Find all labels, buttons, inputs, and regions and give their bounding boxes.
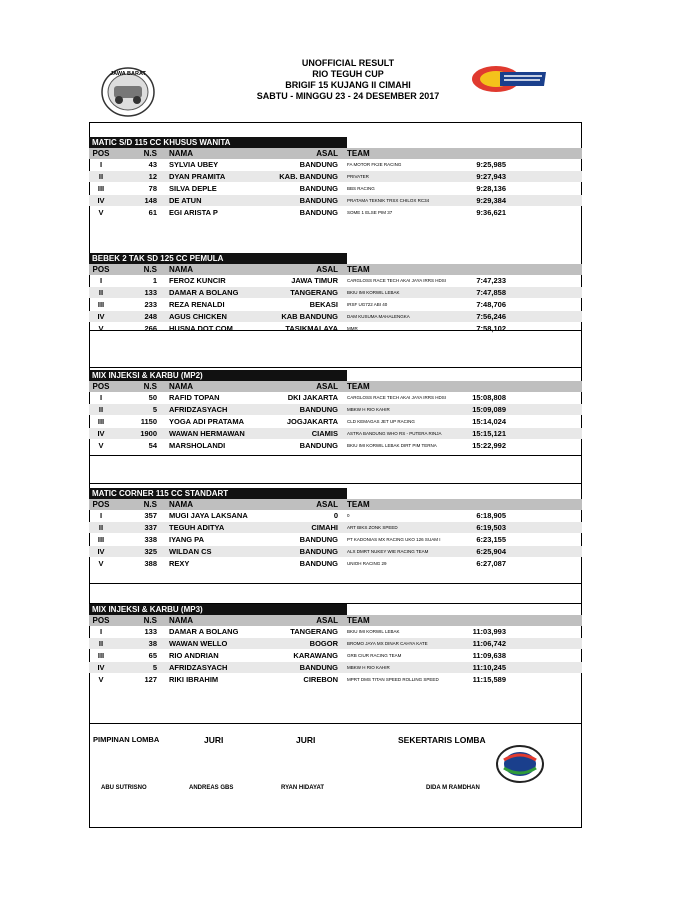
cell-pos: I [99, 393, 103, 402]
cell-asal: TANGERANG [290, 627, 338, 636]
cell-time: 9:36,621 [476, 208, 506, 217]
cell-team: SOME 1 ELSE PIM 37 [347, 210, 393, 215]
cell-pos: II [98, 523, 104, 532]
cell-asal: BANDUNG [299, 405, 338, 414]
cell-pos: I [99, 511, 103, 520]
cell-nama: RIKI IBRAHIM [169, 675, 219, 684]
cell-pos: III [97, 535, 105, 544]
cell-pos: II [98, 405, 104, 414]
cell-nama: WAWAN WELLO [169, 639, 228, 648]
divider [90, 367, 581, 368]
event-logo [470, 64, 548, 94]
col-asal: ASAL [316, 149, 338, 158]
cell-asal: JOGJAKARTA [286, 417, 338, 426]
cell-nama: WAWAN HERMAWAN [169, 429, 245, 438]
juri-name-1: ANDREAS GBS [189, 785, 234, 791]
table-row [89, 183, 582, 194]
cell-ns: 1150 [140, 417, 157, 426]
cell-team: BKIU IMI KORWIL LEBAK DIRT PIM TERNA [347, 443, 437, 448]
cell-time: 9:28,136 [476, 184, 506, 193]
table-row [89, 404, 582, 415]
cell-ns: 357 [144, 511, 157, 520]
cell-ns: 43 [148, 160, 157, 169]
cell-pos: V [98, 441, 104, 450]
cell-asal: CIMAHI [311, 523, 338, 532]
cell-asal: BANDUNG [299, 547, 338, 556]
cell-pos: I [99, 160, 103, 169]
cell-ns: 5 [152, 405, 157, 414]
cell-asal: BANDUNG [299, 535, 338, 544]
cell-time: 15:09,089 [472, 405, 506, 414]
cell-nama: TEGUH ADITYA [169, 523, 225, 532]
cell-nama: REXY [169, 559, 190, 568]
event-seal-logo [495, 744, 545, 784]
col-ns: N.S [143, 500, 157, 509]
cell-time: 9:25,985 [476, 160, 506, 169]
cell-time: 6:27,087 [476, 559, 506, 568]
column-header-row [89, 148, 582, 159]
cell-ns: 127 [144, 675, 157, 684]
cell-nama: AGUS CHICKEN [169, 312, 227, 321]
cell-time: 9:27,943 [476, 172, 506, 181]
cell-asal: BANDUNG [299, 184, 338, 193]
cell-nama: DE ATUN [169, 196, 202, 205]
cell-asal: BANDUNG [299, 559, 338, 568]
cell-team: IRSF UG722 ABI 40 [347, 302, 388, 307]
cell-ns: 133 [144, 627, 157, 636]
col-asal: ASAL [316, 265, 338, 274]
cell-time: 9:29,384 [476, 196, 506, 205]
cell-asal: KAB. BANDUNG [279, 172, 338, 181]
cell-nama: MARSHOLANDI [169, 441, 226, 450]
cell-nama: SYLVIA UBEY [169, 160, 219, 169]
cell-time: 15:08,808 [472, 393, 506, 402]
cell-asal: BANDUNG [299, 208, 338, 217]
table-row [89, 558, 582, 569]
cell-team: MMR [347, 326, 358, 331]
cell-team: MBKW H RIO KAHIR [347, 665, 390, 670]
cell-pos: IV [97, 196, 105, 205]
cell-pos: V [98, 559, 104, 568]
cell-ns: 388 [144, 559, 157, 568]
cell-pos: I [99, 627, 103, 636]
cell-ns: 12 [148, 172, 157, 181]
col-team: TEAM [347, 382, 370, 391]
cell-pos: I [99, 276, 103, 285]
cell-time: 15:14,024 [472, 417, 506, 426]
cell-nama: AFRIDZASYACH [169, 663, 228, 672]
table-row [89, 195, 582, 206]
cell-asal: TASIKMALAYA [285, 324, 338, 333]
cell-pos: V [98, 208, 104, 217]
cell-nama: HUSNA DOT COM [169, 324, 233, 333]
cell-time: 6:23,155 [476, 535, 506, 544]
cell-ns: 1900 [140, 429, 157, 438]
cell-asal: DKI JAKARTA [287, 393, 338, 402]
table-row [89, 299, 582, 310]
cell-nama: REZA RENALDI [169, 300, 225, 309]
cell-nama: IYANG PA [169, 535, 205, 544]
results-frame [89, 122, 582, 828]
pimpinan-label: PIMPINAN LOMBA [93, 735, 160, 744]
table-row [89, 638, 582, 649]
column-header-row [89, 615, 582, 626]
cell-ns: 338 [144, 535, 157, 544]
cell-time: 15:15,121 [472, 429, 506, 438]
table-row [89, 207, 582, 218]
col-ns: N.S [143, 382, 157, 391]
table-row [89, 546, 582, 557]
divider [90, 723, 581, 724]
section-title: MATIC CORNER 115 CC STANDART [89, 488, 347, 499]
col-pos: POS [92, 616, 110, 625]
cell-nama: FEROZ KUNCIR [169, 276, 226, 285]
cell-pos: II [98, 172, 104, 181]
cell-time: 7:48,706 [476, 300, 506, 309]
cell-pos: IV [97, 312, 105, 321]
cell-ns: 50 [148, 393, 157, 402]
pimpinan-name: ABU SUTRISNO [101, 785, 147, 791]
table-row [89, 323, 582, 334]
col-team: TEAM [347, 500, 370, 509]
cell-pos: IV [97, 547, 105, 556]
cell-team: ART BIKS ZONK SPEED [347, 525, 398, 530]
col-ns: N.S [143, 149, 157, 158]
cell-pos: III [97, 300, 105, 309]
cell-team: BKIU IMI KORWIL LEBAK [347, 629, 400, 634]
table-row [89, 171, 582, 182]
cell-team: UNIOH RACING 29 [347, 561, 387, 566]
cell-time: 6:19,503 [476, 523, 506, 532]
cell-asal: BANDUNG [299, 160, 338, 169]
cell-team: 0 [347, 513, 350, 518]
col-nama: NAMA [169, 149, 193, 158]
table-row [89, 534, 582, 545]
cell-pos: V [98, 324, 104, 333]
cell-pos: V [98, 675, 104, 684]
cell-team: MPRT DMS TITAN SPEED ROLLING SPEED [347, 677, 439, 682]
cell-team: PRIVATER [347, 174, 369, 179]
table-row [89, 159, 582, 170]
cell-pos: II [98, 288, 104, 297]
cell-pos: III [97, 184, 105, 193]
divider [90, 483, 581, 484]
table-row [89, 311, 582, 322]
col-pos: POS [92, 382, 110, 391]
cell-ns: 233 [144, 300, 157, 309]
cell-team: PRATAMA TEKNIK TRSX CHILOX RC34 [347, 198, 430, 203]
table-row [89, 428, 582, 439]
col-pos: POS [92, 149, 110, 158]
cell-asal: CIAMIS [311, 429, 338, 438]
cell-time: 7:56,246 [476, 312, 506, 321]
divider [90, 583, 581, 584]
cell-nama: EGI ARISTA P [169, 208, 218, 217]
col-pos: POS [92, 500, 110, 509]
cell-time: 15:22,992 [472, 441, 506, 450]
section-title: MIX INJEKSI & KARBU (MP3) [89, 604, 347, 615]
cell-pos: IV [97, 429, 105, 438]
cell-ns: 325 [144, 547, 157, 556]
table-row [89, 674, 582, 685]
sekretaris-label: SEKERTARIS LOMBA [398, 735, 486, 745]
table-row [89, 440, 582, 451]
cell-pos: IV [97, 663, 105, 672]
table-row [89, 626, 582, 637]
cell-nama: SILVA DEPLE [169, 184, 217, 193]
col-pos: POS [92, 265, 110, 274]
col-team: TEAM [347, 616, 370, 625]
cell-nama: DYAN PRAMITA [169, 172, 226, 181]
cell-team: BBS RACING [347, 186, 375, 191]
column-header-row [89, 499, 582, 510]
cell-ns: 1 [152, 276, 157, 285]
cell-time: 11:09,638 [472, 651, 506, 660]
cell-ns: 38 [148, 639, 157, 648]
table-row [89, 650, 582, 661]
juri-name-2: RYAN HIDAYAT [281, 785, 325, 791]
sekretaris-name: DIDA M RAMDHAN [426, 785, 480, 791]
cell-ns: 61 [148, 208, 157, 217]
table-row [89, 522, 582, 533]
header-title-block [0, 58, 696, 102]
cell-time: 11:06,742 [472, 639, 506, 648]
logo-text: JAWA BARAT [110, 71, 146, 77]
column-header-row [89, 381, 582, 392]
cell-ns: 54 [148, 441, 157, 450]
col-asal: ASAL [316, 500, 338, 509]
cell-nama: AFRIDZASYACH [169, 405, 228, 414]
cell-asal: 0 [333, 511, 338, 520]
col-asal: ASAL [316, 616, 338, 625]
cell-ns: 248 [144, 312, 157, 321]
cell-pos: III [97, 651, 105, 660]
cell-asal: TANGERANG [290, 288, 338, 297]
col-ns: N.S [143, 616, 157, 625]
cell-time: 11:10,245 [472, 663, 506, 672]
cell-team: ASTRA BANDUNG WHO RS - PUTERA RINJA [347, 431, 442, 436]
header-line-4: SABTU - MINGGU 23 - 24 DESEMBER 2017 [256, 91, 440, 101]
cell-ns: 5 [152, 663, 157, 672]
header-line-1: UNOFFICIAL RESULT [301, 58, 395, 68]
table-row [89, 662, 582, 673]
cell-team: FA MOTOR FK2E RACING [347, 162, 402, 167]
cell-asal: JAWA TIMUR [291, 276, 338, 285]
cell-nama: RAFID TOPAN [169, 393, 220, 402]
cell-nama: YOGA ADI PRATAMA [169, 417, 244, 426]
cell-time: 11:15,589 [472, 675, 506, 684]
cell-team: PT KADONIAS MX RACING UKO 126 SUAM I [347, 537, 441, 542]
cell-asal: CIREBON [303, 675, 338, 684]
cell-pos: III [97, 417, 105, 426]
cell-team: DAM KUSUMA MAHALENGKA [347, 314, 410, 319]
cell-ns: 65 [148, 651, 157, 660]
cell-team: CLD KEMAGAS JET UP RACING [347, 419, 415, 424]
document-header [0, 58, 696, 118]
cell-asal: BANDUNG [299, 441, 338, 450]
table-row [89, 510, 582, 521]
cell-team: BKIU IMI KORWIL LEBAK [347, 290, 400, 295]
col-nama: NAMA [169, 500, 193, 509]
cell-team: CARGLOSS RACE TECH AKAI JAYA IRRS HDSI [347, 278, 447, 283]
section-title: MATIC S/D 115 CC KHUSUS WANITA [89, 137, 347, 148]
col-team: TEAM [347, 265, 370, 274]
cell-time: 6:25,904 [476, 547, 506, 556]
cell-pos: II [98, 639, 104, 648]
table-row [89, 287, 582, 298]
section-title: BEBEK 2 TAK SD 125 CC PEMULA [89, 253, 347, 264]
col-team: TEAM [347, 149, 370, 158]
cell-team: CARGLOSS RACE TECH AKAI JAYA IRRS HDSI [347, 395, 447, 400]
col-nama: NAMA [169, 616, 193, 625]
cell-team: MBKW H RIO KAHIR [347, 407, 390, 412]
table-row [89, 275, 582, 286]
header-line-2: RIO TEGUH CUP [312, 69, 384, 79]
cell-team: GRB CIUR RACING TEAM [347, 653, 402, 658]
cell-asal: BEKASI [309, 300, 338, 309]
header-line-3: BRIGIF 15 KUJANG II CIMAHI [285, 80, 411, 90]
cell-nama: MUGI JAYA LAKSANA [169, 511, 248, 520]
cell-nama: WILDAN CS [169, 547, 212, 556]
cell-asal: BOGOR [309, 639, 338, 648]
cell-asal: KAB BANDUNG [281, 312, 338, 321]
cell-time: 6:18,905 [476, 511, 506, 520]
table-row [89, 416, 582, 427]
cell-asal: KARAWANG [293, 651, 338, 660]
juri-label-2: JURI [296, 735, 316, 745]
cell-ns: 266 [144, 324, 157, 333]
juri-label-1: JURI [204, 735, 224, 745]
cell-asal: BANDUNG [299, 663, 338, 672]
divider [90, 455, 581, 456]
col-asal: ASAL [316, 382, 338, 391]
cell-ns: 133 [144, 288, 157, 297]
cell-asal: BANDUNG [299, 196, 338, 205]
table-row [89, 392, 582, 403]
cell-nama: RIO ANDRIAN [169, 651, 219, 660]
column-header-row [89, 264, 582, 275]
cell-time: 7:47,858 [476, 288, 506, 297]
cell-team: ALX DMRT NUKEY WIE RACING TEAM [347, 549, 429, 554]
col-ns: N.S [143, 265, 157, 274]
col-nama: NAMA [169, 382, 193, 391]
cell-nama: DAMAR A BOLANG [169, 288, 239, 297]
cell-time: 7:58,102 [476, 324, 506, 333]
section-title: MIX INJEKSI & KARBU (MP2) [89, 370, 347, 381]
cell-time: 11:03,993 [472, 627, 506, 636]
cell-team: BROMO JAYA MX DINAR CAHYA KATE [347, 641, 428, 646]
col-nama: NAMA [169, 265, 193, 274]
cell-time: 7:47,233 [476, 276, 506, 285]
cell-ns: 78 [148, 184, 157, 193]
cell-ns: 148 [144, 196, 157, 205]
cell-nama: DAMAR A BOLANG [169, 627, 239, 636]
cell-ns: 337 [144, 523, 157, 532]
